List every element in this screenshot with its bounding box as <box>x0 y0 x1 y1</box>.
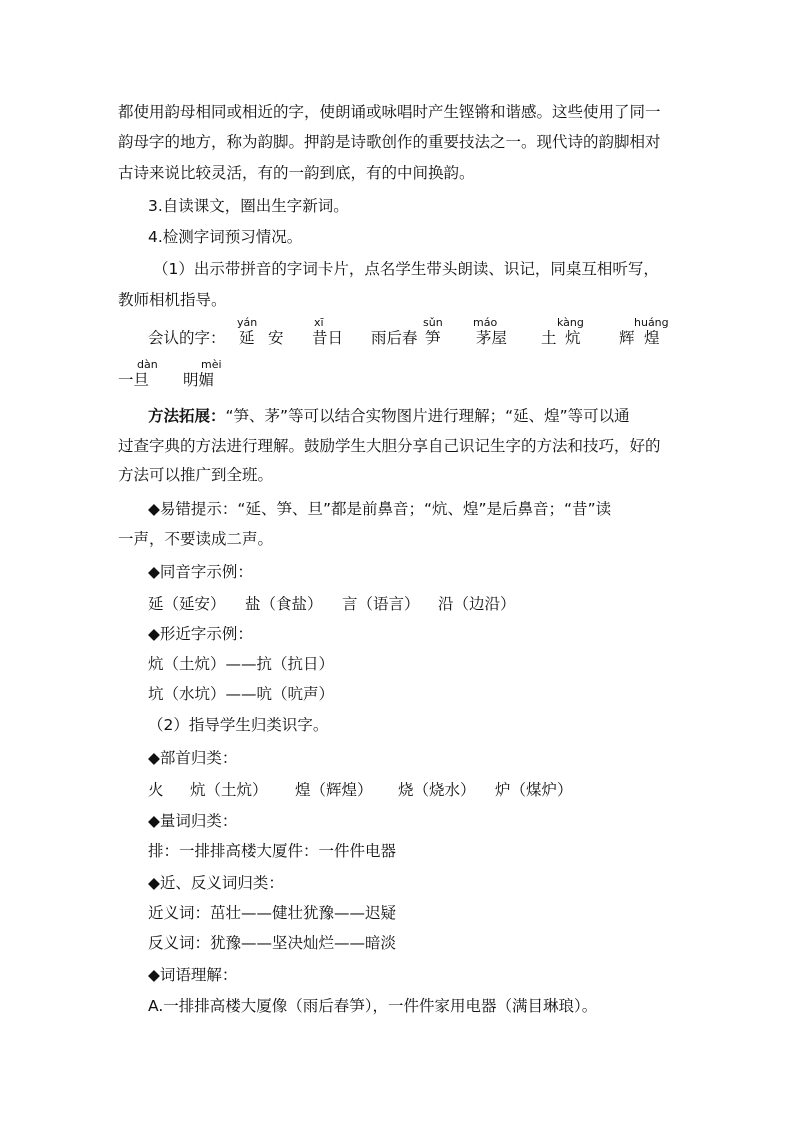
tips-line: ◆易错提示：“延、笋、旦”都是前鼻音；“炕、煌”是后鼻音；“昔”读 <box>148 500 612 518</box>
pinyin: kàng <box>557 316 584 329</box>
similar-title: ◆形近字示例： <box>148 625 253 643</box>
char: 雨后春 <box>371 329 418 347</box>
char: 昔日 <box>312 329 344 347</box>
char: 炕 <box>565 329 581 347</box>
understand-line: A.一排排高楼大厦像（雨后春笋），一件件家用电器（满目琳琅）。 <box>148 997 598 1015</box>
char: 一旦 <box>118 371 150 389</box>
radical-item: 烧（烧水） <box>398 781 476 799</box>
pinyin: mèi <box>201 358 222 371</box>
char: 延 <box>239 329 255 347</box>
pinyin: máo <box>473 316 498 329</box>
antonym-line: 反义词：犹豫——坚决灿烂——暗淡 <box>148 934 397 952</box>
char: 煌 <box>644 329 660 347</box>
paragraph-line: 古诗来说比较灵活，有的一韵到底，有的中间换韵。 <box>118 164 475 182</box>
homophone-item: 言（语言） <box>342 595 420 613</box>
radical-item: 炉（煤炉） <box>495 781 573 799</box>
char: 笋 <box>425 329 441 347</box>
measure-line: 排：一排排高楼大厦件：一件件电器 <box>148 842 397 860</box>
tips-line: 一声，不要读成二声。 <box>118 530 274 548</box>
measure-title: ◆量词归类： <box>148 812 238 830</box>
homophone-item: 沿（边沿） <box>438 595 516 613</box>
pinyin: yán <box>237 316 258 329</box>
homophone-item: 延（延安） <box>148 595 226 613</box>
method-text: “笋、茅”等可以结合实物图片进行理解；“延、煌”等可以通 <box>225 407 630 425</box>
paragraph-line: 韵母字的地方，称为韵脚。押韵是诗歌创作的重要技法之一。现代诗的韵脚相对 <box>118 133 661 151</box>
radical-item: 火 <box>148 781 164 799</box>
step-4: 4.检测字词预习情况。 <box>148 228 303 246</box>
pinyin: dàn <box>137 358 158 371</box>
synant-title: ◆近、反义词归类： <box>148 874 284 892</box>
method-line: 过查字典的方法进行理解。鼓励学生大胆分享自己识记生字的方法和技巧，好的 <box>118 437 661 455</box>
pinyin: sǔn <box>423 316 443 329</box>
method-label: 方法拓展： <box>148 407 226 425</box>
pinyin: huáng <box>634 316 669 329</box>
radical-item: 煌（辉煌） <box>295 781 373 799</box>
char: 茅屋 <box>476 329 508 347</box>
char: 土 <box>541 329 557 347</box>
char: 明媚 <box>183 371 215 389</box>
radical-item: 炕（土炕） <box>190 781 268 799</box>
step-4-1-line: 教师相机指导。 <box>118 291 227 309</box>
paragraph-line: 都使用韵母相同或相近的字，使朗诵或咏唱时产生铿锵和谐感。这些使用了同一 <box>118 103 661 121</box>
radical-title: ◆部首归类： <box>148 749 238 767</box>
method-line <box>148 406 630 426</box>
step-4-1-line: （1）出示带拼音的字词卡片，点名学生带头朗读、识记，同桌互相听写， <box>153 260 659 278</box>
step-4-2: （2）指导学生归类识字。 <box>148 716 329 734</box>
understand-title: ◆词语理解： <box>148 966 238 984</box>
similar-line: 坑（水坑）——吭（吭声） <box>148 685 335 703</box>
homophone-title: ◆同音字示例： <box>148 563 253 581</box>
step-3: 3.自读课文，圈出生字新词。 <box>148 197 349 215</box>
method-line: 方法可以推广到全班。 <box>118 466 274 484</box>
synonym-line: 近义词：茁壮——健壮犹豫——迟疑 <box>148 904 397 922</box>
homophone-item: 盐（食盐） <box>245 595 323 613</box>
char: 辉 <box>619 329 635 347</box>
pinyin: xī <box>314 316 324 329</box>
char: 安 <box>268 329 284 347</box>
similar-line: 炕（土炕）——抗（抗日） <box>148 655 335 673</box>
recognize-label: 会认的字： <box>148 329 226 347</box>
